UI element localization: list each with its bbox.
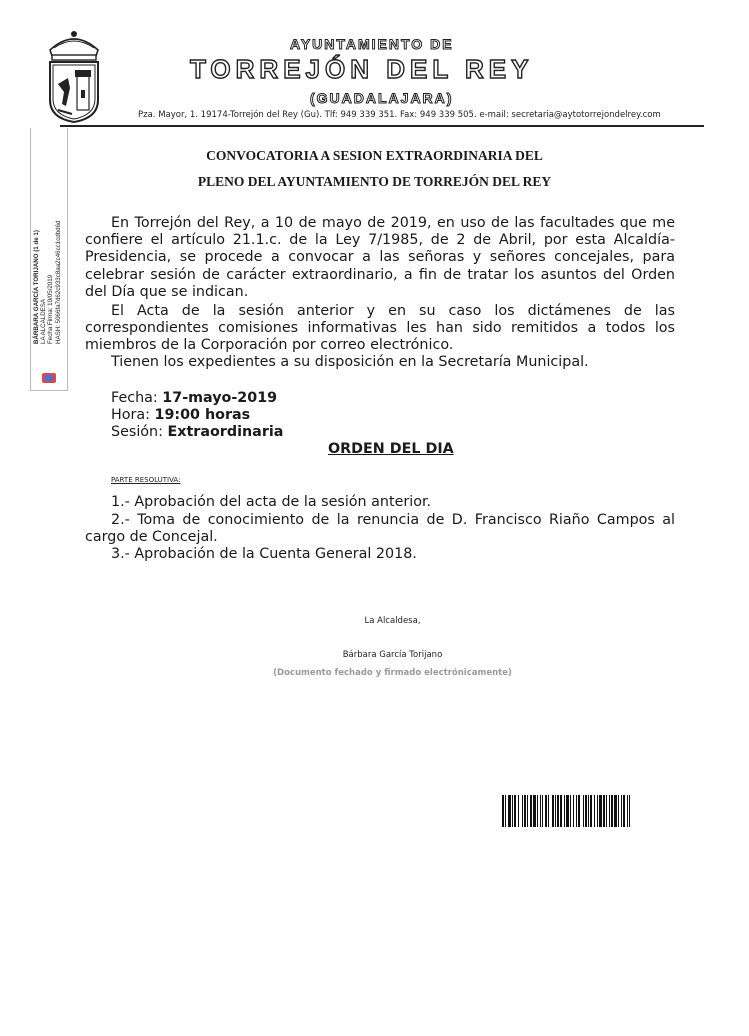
letterhead-town-name: TORREJÓN DEL REY xyxy=(190,54,534,84)
barcode-bar xyxy=(590,795,592,827)
barcode-bar xyxy=(588,795,589,827)
barcode-bar xyxy=(570,795,571,827)
barcode-bar xyxy=(560,795,562,827)
paragraph-convocation: En Torrejón del Rey, a 10 de mayo de 2019, en uso de las facultades que me confiere el artículo 21.1.c. de la Ley 7/1985, de 2 de Abril, por esta Alcaldía-Presidencia, se procede a convocar a las señoras y señores concejales, para celebrar sesión de carácter extraordinario, a fin de tratar los asuntos del Orden del Día que se indican. xyxy=(85,215,675,300)
barcode-bar xyxy=(566,795,569,827)
paragraph-files: Tienen los expedientes a su disposición en la Secretaría Municipal. xyxy=(111,354,589,370)
barcode-bar xyxy=(542,795,543,827)
barcode-bar xyxy=(527,795,528,827)
stamp-role: LA ALCALDESA xyxy=(40,298,48,344)
barcode-bar xyxy=(557,795,559,827)
barcode-bar xyxy=(597,795,598,827)
barcode-bar xyxy=(564,795,565,827)
barcode-bar xyxy=(545,795,547,827)
letterhead-province: (GUADALAJARA) xyxy=(310,90,454,106)
document-title-line-1: CONVOCATORIA A SESION EXTRAORDINARIA DEL xyxy=(206,148,543,163)
barcode-bar xyxy=(578,795,580,827)
agenda-section-label: PARTE RESOLUTIVA: xyxy=(111,476,181,484)
paragraph-minutes: El Acta de la sesión anterior y en su caso los dictámenes de las correspondientes comisiones informativas les han sido remitidos a todos los miembros de la Corporación por correo electrónico. xyxy=(85,303,675,354)
agenda-item: 1.- Aprobación del acta de la sesión anterior. xyxy=(111,494,432,510)
barcode-bar xyxy=(627,795,628,827)
barcode-bar xyxy=(603,795,605,827)
stamp-seal-icon xyxy=(41,372,57,384)
barcode-bar xyxy=(548,795,549,827)
barcode-bar xyxy=(576,795,577,827)
barcode-bar xyxy=(505,795,506,827)
barcode-bar xyxy=(621,795,622,827)
barcode-bar xyxy=(585,795,587,827)
barcode-bar xyxy=(533,795,536,827)
signature-name: Bárbara García Torijano xyxy=(342,650,443,660)
coat-of-arms-logo xyxy=(44,28,104,124)
barcode-bar xyxy=(583,795,584,827)
meeting-date: Fecha: 17-mayo-2019 xyxy=(111,390,278,406)
barcode-bar xyxy=(606,795,607,827)
stamp-signer: BÁRBARA GARCÍA TORIJANO (1 de 1) xyxy=(33,230,40,344)
document-title-line-2: PLENO DEL AYUNTAMIENTO DE TORREJÓN DEL REY xyxy=(197,174,552,189)
stamp-hash: HASH: 5066fa7d62c933c8aa2c46cc1cdbd6d xyxy=(54,220,62,344)
barcode-bar xyxy=(518,795,519,827)
agenda-heading: ORDEN DEL DIA xyxy=(328,441,454,457)
barcode-bar xyxy=(614,795,617,827)
agenda-item: 2.- Toma de conocimiento de la renuncia de D. Francisco Riaño Campos al cargo de Concejal. xyxy=(85,512,675,546)
letterhead-line-1: AYUNTAMIENTO DE xyxy=(290,36,454,52)
barcode-bar xyxy=(508,795,511,827)
barcode-bar xyxy=(609,795,610,827)
barcode-bar xyxy=(502,795,504,827)
barcode-bar xyxy=(552,795,554,827)
barcode-bar xyxy=(514,795,516,827)
stamp-date: Fecha Firma: 10/05/2019 xyxy=(47,274,55,344)
barcode-bar xyxy=(555,795,556,827)
barcode-bar xyxy=(573,795,574,827)
meeting-session-type: Sesión: Extraordinaria xyxy=(111,424,284,440)
barcode-bar xyxy=(629,795,630,827)
barcode-bar xyxy=(540,795,541,827)
barcode-bar xyxy=(599,795,602,827)
signature-role: La Alcaldesa, xyxy=(364,616,421,626)
barcode-bar xyxy=(522,795,523,827)
barcode-bar xyxy=(530,795,532,827)
agenda-item: 3.- Aprobación de la Cuenta General 2018. xyxy=(111,546,417,562)
barcode-bar xyxy=(524,795,526,827)
barcode-bar xyxy=(611,795,613,827)
letterhead-divider xyxy=(60,125,704,127)
barcode-bar xyxy=(623,795,625,827)
barcode-bar xyxy=(512,795,513,827)
signature-note: (Documento fechado y firmado electrónicamente) xyxy=(273,668,512,678)
barcode-bar xyxy=(594,795,595,827)
signature-side-stamp xyxy=(30,128,68,391)
letterhead-address: Pza. Mayor, 1. 19174-Torrejón del Rey (Gu). Tlf: 949 339 351. Fax: 949 339 505. e-mail: secretaria@aytotorrejondelrey.com xyxy=(138,110,661,120)
document-barcode xyxy=(500,795,749,827)
meeting-time: Hora: 19:00 horas xyxy=(111,407,251,423)
barcode-bar xyxy=(618,795,619,827)
barcode-bar xyxy=(537,795,538,827)
